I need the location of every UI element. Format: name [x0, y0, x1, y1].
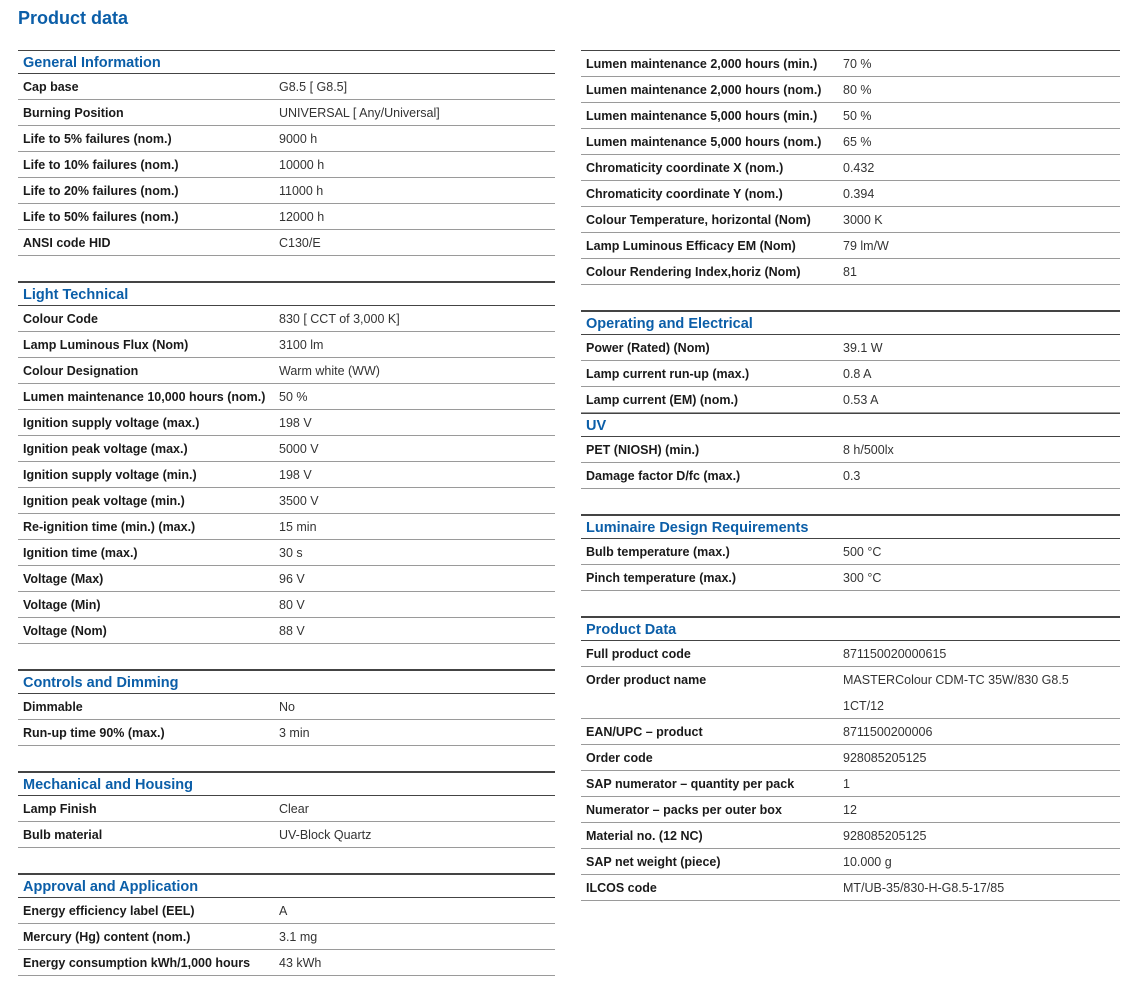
property-label: Ignition peak voltage (max.)	[23, 441, 188, 456]
section-spacer	[581, 489, 1120, 515]
table-row	[581, 797, 1120, 823]
property-label: Chromaticity coordinate Y (nom.)	[586, 186, 783, 201]
property-label: PET (NIOSH) (min.)	[586, 442, 700, 457]
property-label: SAP net weight (piece)	[586, 854, 721, 869]
table-row	[18, 204, 555, 230]
property-value: 11000 h	[279, 183, 324, 198]
table-row	[18, 514, 555, 540]
table-row	[581, 259, 1120, 285]
property-value: 10.000 g	[843, 854, 892, 869]
property-value: 30 s	[279, 545, 303, 560]
table-row	[18, 618, 555, 644]
table-row	[18, 540, 555, 566]
table-row	[18, 126, 555, 152]
property-value: 198 V	[279, 415, 312, 430]
property-value: 928085205125	[843, 750, 927, 765]
property-value: A	[279, 903, 288, 918]
property-value: 871150020000615	[843, 646, 947, 661]
table-row	[18, 178, 555, 204]
table-row	[18, 950, 555, 976]
property-value: 0.394	[843, 186, 875, 201]
property-label: Energy efficiency label (EEL)	[23, 903, 195, 918]
property-label: Lamp Luminous Efficacy EM (Nom)	[586, 238, 796, 253]
section-product-data	[581, 617, 1120, 901]
property-label: Lumen maintenance 2,000 hours (nom.)	[586, 82, 822, 97]
property-value: G8.5 [ G8.5]	[279, 79, 348, 94]
section-controls-and-dimming	[18, 670, 555, 746]
property-label: Damage factor D/fc (max.)	[586, 468, 741, 483]
table-row	[581, 437, 1120, 463]
property-label: Burning Position	[23, 105, 124, 120]
property-value: 10000 h	[279, 157, 325, 172]
section-approval-and-application	[18, 874, 555, 976]
section-heading: Mechanical and Housing	[18, 772, 555, 796]
property-value: 50 %	[843, 108, 872, 123]
table-row	[18, 100, 555, 126]
section-heading: Product Data	[581, 617, 1120, 641]
property-label: Re-ignition time (min.) (max.)	[23, 519, 196, 534]
property-value: 3000 K	[843, 212, 883, 227]
property-value: Clear	[279, 801, 309, 816]
property-value: 1	[843, 776, 850, 791]
page-title: Product data	[18, 8, 129, 28]
table-row	[581, 771, 1120, 797]
property-label: Life to 10% failures (nom.)	[23, 157, 179, 172]
section-operating-and-electrical	[581, 311, 1120, 413]
property-value: 3500 V	[279, 493, 319, 508]
table-row	[581, 641, 1120, 667]
property-value: 65 %	[843, 134, 872, 149]
section-heading: General Information	[18, 50, 555, 74]
property-label: Pinch temperature (max.)	[586, 570, 737, 585]
table-row	[581, 335, 1120, 361]
table-row	[581, 745, 1120, 771]
left-column	[18, 50, 555, 976]
property-label: EAN/UPC – product	[586, 724, 703, 739]
table-row	[18, 592, 555, 618]
property-value: 3100 lm	[279, 337, 324, 352]
property-value: 198 V	[279, 467, 312, 482]
table-row	[18, 410, 555, 436]
property-value: 0.432	[843, 160, 875, 175]
property-label: Lumen maintenance 5,000 hours (min.)	[586, 108, 818, 123]
property-value: MT/UB-35/830-H-G8.5-17/85	[843, 880, 1005, 895]
property-value: 0.53 A	[843, 392, 879, 407]
property-label: Lamp Finish	[23, 801, 97, 816]
table-row	[18, 822, 555, 848]
table-row	[581, 181, 1120, 207]
section-spacer	[18, 256, 555, 282]
table-row	[581, 539, 1120, 565]
property-value: UNIVERSAL [ Any/Universal]	[279, 105, 440, 120]
property-value: 80 V	[279, 597, 305, 612]
property-label: Energy consumption kWh/1,000 hours	[23, 955, 251, 970]
property-value: 0.8 A	[843, 366, 872, 381]
property-value: 3.1 mg	[279, 929, 318, 944]
property-label: Dimmable	[23, 699, 83, 714]
right-column	[581, 50, 1120, 901]
property-value: No	[279, 699, 295, 714]
table-row	[18, 898, 555, 924]
section-spacer	[581, 285, 1120, 311]
property-value: 300 °C	[843, 570, 882, 585]
property-label: Lamp current (EM) (nom.)	[586, 392, 739, 407]
property-value: 500 °C	[843, 544, 882, 559]
table-row	[18, 462, 555, 488]
property-value: 79 lm/W	[843, 238, 889, 253]
table-row	[18, 566, 555, 592]
table-row	[581, 51, 1120, 77]
table-row	[581, 129, 1120, 155]
table-row	[581, 103, 1120, 129]
section-general-information	[18, 50, 555, 256]
property-label: Colour Code	[23, 311, 98, 326]
table-row	[581, 719, 1120, 745]
property-label: Run-up time 90% (max.)	[23, 725, 165, 740]
table-row	[18, 694, 555, 720]
table-row	[18, 796, 555, 822]
property-value: 81	[843, 264, 857, 279]
section-spacer	[581, 591, 1120, 617]
table-row	[581, 463, 1120, 489]
table-row	[18, 74, 555, 100]
property-label: Full product code	[586, 646, 691, 661]
section-spacer	[18, 848, 555, 874]
property-value: 830 [ CCT of 3,000 K]	[279, 311, 400, 326]
property-label: Ignition peak voltage (min.)	[23, 493, 185, 508]
property-label: Lumen maintenance 10,000 hours (nom.)	[23, 389, 266, 404]
table-row	[18, 924, 555, 950]
section-heading: Approval and Application	[18, 874, 555, 898]
property-value: 70 %	[843, 56, 872, 71]
property-label: Voltage (Max)	[23, 571, 104, 586]
property-label: Life to 50% failures (nom.)	[23, 209, 179, 224]
property-label: Life to 20% failures (nom.)	[23, 183, 179, 198]
section-luminaire-design-requirements	[581, 515, 1120, 591]
property-value: 88 V	[279, 623, 305, 638]
property-label: Lamp Luminous Flux (Nom)	[23, 337, 189, 352]
table-row	[18, 358, 555, 384]
table-row	[581, 361, 1120, 387]
section-heading: Operating and Electrical	[581, 311, 1120, 335]
property-label: Bulb temperature (max.)	[586, 544, 730, 559]
property-label: Lumen maintenance 5,000 hours (nom.)	[586, 134, 822, 149]
table-row	[581, 207, 1120, 233]
property-label: Lumen maintenance 2,000 hours (min.)	[586, 56, 818, 71]
property-label: Numerator – packs per outer box	[586, 802, 782, 817]
property-label: Chromaticity coordinate X (nom.)	[586, 160, 784, 175]
section-uv	[581, 413, 1120, 489]
property-label: Colour Temperature, horizontal (Nom)	[586, 212, 811, 227]
property-value: 43 kWh	[279, 955, 322, 970]
property-value: Warm white (WW)	[279, 363, 380, 378]
table-row	[18, 230, 555, 256]
property-label: SAP numerator – quantity per pack	[586, 776, 795, 791]
property-value: 50 %	[279, 389, 308, 404]
property-value: C130/E	[279, 235, 321, 250]
property-label: ANSI code HID	[23, 235, 111, 250]
section-heading: Light Technical	[18, 282, 555, 306]
property-label: Material no. (12 NC)	[586, 828, 703, 843]
section-heading: UV	[581, 413, 1120, 437]
property-label: Order product name	[586, 673, 707, 687]
section-mechanical-and-housing	[18, 772, 555, 848]
table-row	[18, 488, 555, 514]
section-light-technical	[18, 282, 555, 644]
property-label: Voltage (Min)	[23, 597, 101, 612]
property-label: Order code	[586, 750, 653, 765]
property-label: Lamp current run-up (max.)	[586, 366, 750, 381]
table-row	[18, 306, 555, 332]
property-value: 8711500200006	[843, 724, 933, 739]
section-heading: Controls and Dimming	[18, 670, 555, 694]
table-row	[581, 849, 1120, 875]
section-spacer	[18, 746, 555, 772]
property-value: 12000 h	[279, 209, 325, 224]
table-row	[581, 233, 1120, 259]
property-label: Ignition supply voltage (max.)	[23, 415, 200, 430]
table-row	[581, 823, 1120, 849]
property-value: 80 %	[843, 82, 872, 97]
table-row	[581, 667, 1120, 719]
table-row	[18, 384, 555, 410]
section-heading: Luminaire Design Requirements	[581, 515, 1120, 539]
property-label: ILCOS code	[586, 880, 657, 895]
property-label: Ignition time (max.)	[23, 545, 138, 560]
property-label: Colour Designation	[23, 363, 139, 378]
table-row	[18, 332, 555, 358]
property-label: Bulb material	[23, 827, 103, 842]
section-lumen-and-colour	[581, 50, 1120, 285]
property-value: 928085205125	[843, 828, 927, 843]
table-row	[18, 720, 555, 746]
property-value: 15 min	[279, 519, 317, 534]
property-value: UV-Block Quartz	[279, 827, 372, 842]
table-row	[581, 387, 1120, 413]
property-label: Mercury (Hg) content (nom.)	[23, 929, 191, 944]
property-value: 39.1 W	[843, 340, 883, 355]
property-label: Life to 5% failures (nom.)	[23, 131, 172, 146]
table-row	[581, 155, 1120, 181]
property-value: 3 min	[279, 725, 310, 740]
property-value: 5000 V	[279, 441, 319, 456]
property-label: Power (Rated) (Nom)	[586, 340, 710, 355]
table-row	[581, 875, 1120, 901]
section-spacer	[18, 644, 555, 670]
property-value: 0.3	[843, 468, 861, 483]
table-row	[18, 152, 555, 178]
table-row	[581, 565, 1120, 591]
property-value: 12	[843, 802, 857, 817]
property-label: Colour Rendering Index,horiz (Nom)	[586, 264, 801, 279]
property-value: 96 V	[279, 571, 305, 586]
table-row	[18, 436, 555, 462]
table-row	[581, 77, 1120, 103]
property-label: Voltage (Nom)	[23, 623, 107, 638]
property-label: Cap base	[23, 79, 79, 94]
property-value: 9000 h	[279, 131, 318, 146]
property-label: Ignition supply voltage (min.)	[23, 467, 197, 482]
property-value: 8 h/500lx	[843, 442, 894, 457]
property-value: MASTERColour CDM-TC 35W/830 G8.5 1CT/12	[843, 673, 1069, 713]
